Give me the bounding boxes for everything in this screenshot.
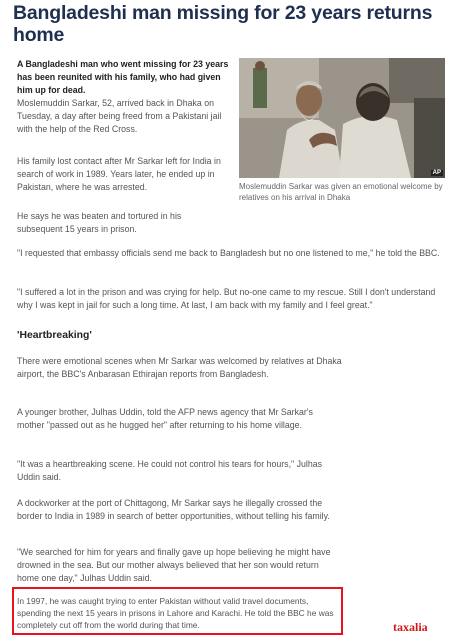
watermark-text: taxalia: [393, 620, 428, 634]
article-paragraph: Moslemuddin Sarkar, 52, arrived back in Dhaka on Tuesday, a day after being freed from a Pakistani jail with the help of the Red Cross.: [17, 98, 222, 134]
photo-caption: Moslemuddin Sarkar was given an emotional welcome by relatives on his arrival in Dhaka: [239, 182, 443, 202]
article-photo: [239, 58, 445, 178]
article-paragraph: A dockworker at the port of Chittagong, Mr Sarkar says he illegally crossed the border to India in 1989 in search of better opportunities, without telling his family.: [17, 498, 330, 521]
article-paragraph: "I requested that embassy officials send me back to Bangladesh but no one listened to me," he told the BBC.: [17, 248, 440, 258]
photo-illustration: [239, 58, 445, 178]
article-paragraph: A younger brother, Julhas Uddin, told the AFP news agency that Mr Sarkar's mother "passed out as he hugged her" after returning to his home village.: [17, 407, 313, 430]
article-paragraph: He says he was beaten and tortured in his subsequent 15 years in prison.: [17, 211, 182, 234]
article-paragraph: His family lost contact after Mr Sarkar left for India in search of work in 1989. Years later, he ended up in Pakistan, where he was arrested.: [17, 156, 221, 192]
article-paragraph: "We searched for him for years and finally gave up hope believing he might have drowned in the sea. But our mother always believed that her son would return home one day," Julhas Uddin said.: [17, 547, 331, 583]
article-paragraph: "It was a heartbreaking scene. He could not control his tears for hours," Julhas Uddin said.: [17, 459, 323, 482]
article-paragraph: There were emotional scenes when Mr Sarkar was welcomed by relatives at Dhaka airport, the BBC's Anbarasan Ethirajan reports from Bangladesh.: [17, 356, 342, 379]
photo-credit-badge: AP: [432, 170, 441, 176]
section-subhead: 'Heartbreaking': [17, 330, 92, 341]
article-paragraph: "I suffered a lot in the prison and was crying for help. But no-one came to my rescue. Still I don't understand why I was kept in jail for such a long time. At last, I am back with my family and I feel great.": [17, 287, 436, 310]
article-headline: Bangladeshi man missing for 23 years returns home: [13, 2, 433, 46]
article-lead: A Bangladeshi man who went missing for 23 years has been reunited with his family, who had given him up for dead.: [17, 59, 229, 95]
highlighted-paragraph: In 1997, he was caught trying to enter Pakistan without valid travel documents, spending the next 15 years in prisons in Lahore and Karachi. He told the BBC he was completely cut off from the world during that time.: [17, 596, 334, 630]
